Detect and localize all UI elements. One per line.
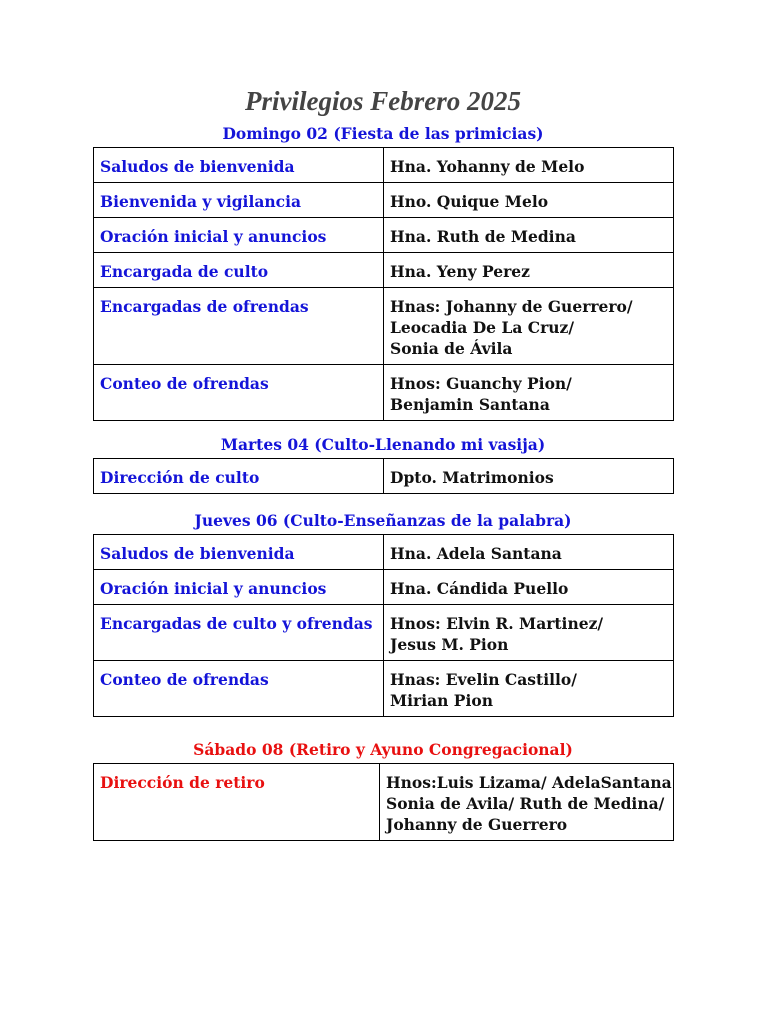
section-heading: Martes 04 (Culto-Llenando mi vasija) — [220, 435, 546, 454]
table-row — [94, 661, 674, 717]
role-cell: Encargadas de culto y ofrendas — [94, 605, 384, 661]
role-cell: Bienvenida y vigilancia — [94, 183, 384, 218]
person-line: Hnos: Elvin R. Martinez/ — [390, 614, 604, 633]
table-row — [94, 570, 674, 605]
schedule-table — [93, 763, 674, 841]
person-cell — [384, 570, 674, 605]
person-line: Benjamin Santana — [390, 395, 550, 414]
person-line: Hna. Cándida Puello — [390, 579, 569, 598]
person-cell — [384, 459, 674, 494]
schedule-table — [93, 534, 674, 717]
person-cell — [384, 535, 674, 570]
table-row — [94, 365, 674, 421]
person-cell — [384, 183, 674, 218]
role-cell: Conteo de ofrendas — [94, 661, 384, 717]
section-heading: Jueves 06 (Culto-Enseñanzas de la palabra) — [194, 511, 572, 530]
table-row — [94, 605, 674, 661]
table-row — [94, 253, 674, 288]
table-row — [94, 459, 674, 494]
table-row — [94, 148, 674, 183]
table-row — [94, 288, 674, 365]
person-line: Leocadia De La Cruz/ — [390, 318, 575, 337]
table-row — [94, 535, 674, 570]
person-line: Hna. Yeny Perez — [390, 262, 530, 281]
person-line: Dpto. Matrimonios — [390, 468, 554, 487]
person-line: Jesus M. Pion — [390, 635, 509, 654]
section-sabado-08 — [93, 739, 673, 841]
person-cell — [384, 605, 674, 661]
person-cell — [380, 764, 674, 841]
person-cell — [384, 253, 674, 288]
person-line: Hnos: Guanchy Pion/ — [390, 374, 572, 393]
table-row — [94, 764, 674, 841]
schedule-table — [93, 458, 674, 494]
table-row — [94, 183, 674, 218]
section-domingo-02 — [93, 123, 673, 421]
table-row — [94, 218, 674, 253]
person-line: Sonia de Ávila — [390, 339, 513, 358]
role-cell: Oración inicial y anuncios — [94, 218, 384, 253]
person-line: Hno. Quique Melo — [390, 192, 549, 211]
section-heading: Domingo 02 (Fiesta de las primicias) — [222, 124, 544, 143]
role-cell: Oración inicial y anuncios — [94, 570, 384, 605]
person-line: Hnas: Evelin Castillo/ — [390, 670, 577, 689]
person-line: Hnas: Johanny de Guerrero/ — [390, 297, 633, 316]
role-cell: Saludos de bienvenida — [94, 148, 384, 183]
role-cell: Dirección de retiro — [94, 764, 380, 841]
document-title: Privilegios Febrero 2025 — [245, 86, 521, 116]
section-martes-04 — [93, 434, 673, 494]
person-line: Johanny de Guerrero — [386, 815, 568, 834]
person-cell — [384, 218, 674, 253]
person-line: Hna. Ruth de Medina — [390, 227, 576, 246]
person-cell — [384, 288, 674, 365]
role-cell: Saludos de bienvenida — [94, 535, 384, 570]
person-cell — [384, 365, 674, 421]
role-cell: Encargadas de ofrendas — [94, 288, 384, 365]
role-cell: Conteo de ofrendas — [94, 365, 384, 421]
role-cell: Encargada de culto — [94, 253, 384, 288]
person-cell — [384, 148, 674, 183]
person-line: Hna. Adela Santana — [390, 544, 562, 563]
section-jueves-06 — [93, 510, 673, 717]
person-cell — [384, 661, 674, 717]
person-line: Hnos:Luis Lizama/ AdelaSantana — [386, 773, 672, 792]
person-line: Hna. Yohanny de Melo — [390, 157, 585, 176]
section-heading: Sábado 08 (Retiro y Ayuno Congregacional) — [193, 740, 573, 759]
person-line: Mirian Pion — [390, 691, 493, 710]
person-line: Sonia de Avila/ Ruth de Medina/ — [386, 794, 665, 813]
schedule-table — [93, 147, 674, 421]
role-cell: Dirección de culto — [94, 459, 384, 494]
